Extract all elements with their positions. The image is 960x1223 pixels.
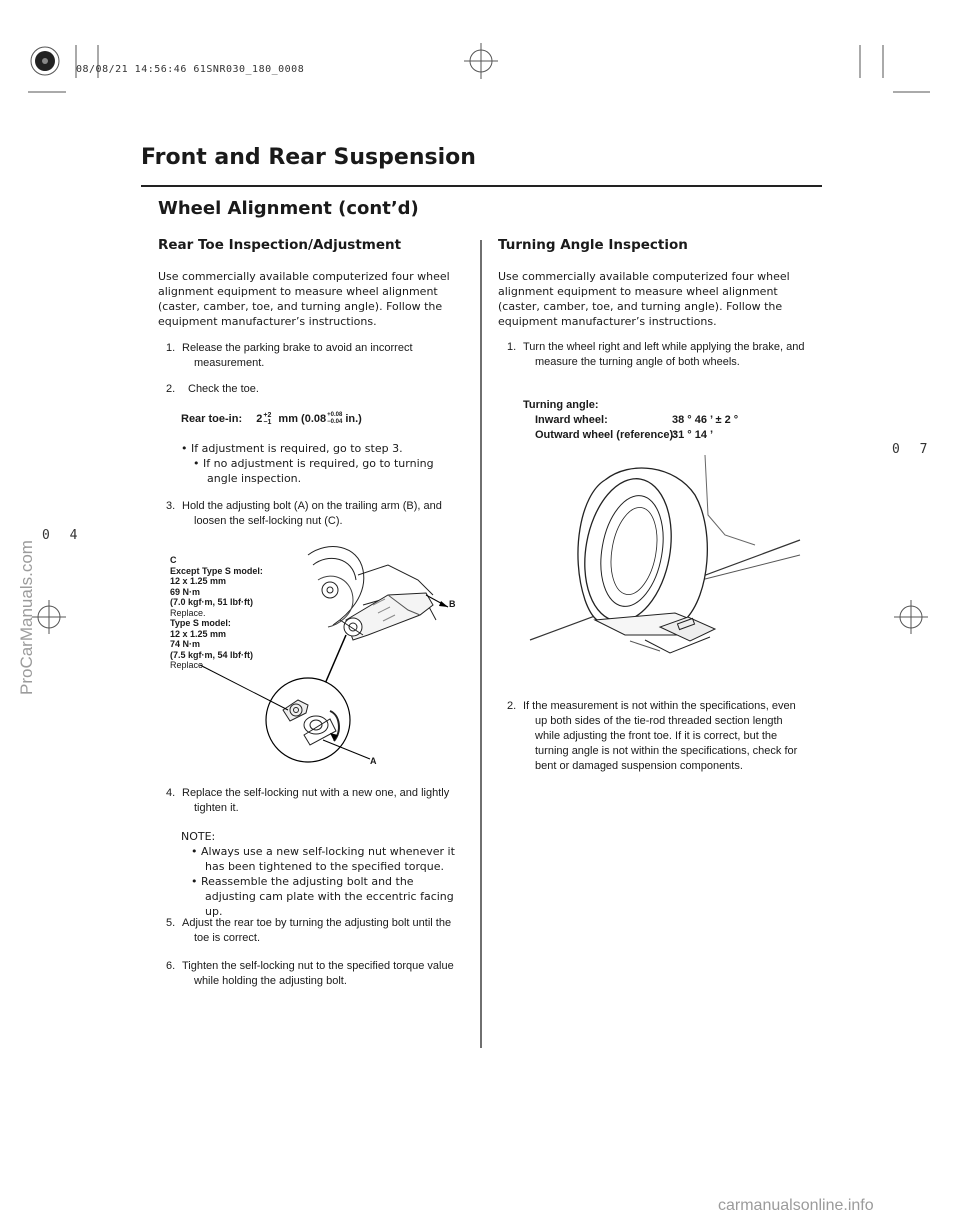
step-text: Turn the wheel right and left while applying the brake, and measure the turning angle of both wheels.: [523, 341, 805, 368]
step-number: 3.: [166, 500, 176, 512]
rear-step-4: [166, 786, 466, 816]
label-b: B: [449, 599, 456, 609]
rear-toe-figure: [158, 535, 468, 770]
step-number: 2.: [166, 383, 176, 395]
spec-inch-unit: in.): [345, 412, 362, 425]
rear-step-1: [166, 341, 466, 371]
model1-size: 12 x 1.25 mm: [170, 576, 227, 586]
spec-unit: mm (0.08: [278, 412, 327, 425]
step-text: If the measurement is not within the specifications, even up both sides of the tie-rod threaded section length while adjusting the front toe. If it is correct, but the turning angle is not within the specifications, check for bent or damaged suspension components.: [523, 700, 798, 772]
bullet-item: • If no adjustment is required, go to turning angle inspection.: [193, 457, 434, 485]
spec-tolerance: +2 −1: [263, 412, 272, 426]
wheel-on-turntable-illustration: [510, 445, 810, 655]
model2-label: Type S model:: [170, 618, 231, 628]
side-watermark: ProCarManuals.com: [17, 540, 36, 695]
spec-value: 2: [256, 412, 263, 425]
bullet-item: • If adjustment is required, go to step 3.: [181, 442, 403, 455]
inward-label: Inward wheel:: [535, 414, 608, 426]
rear-toe-heading: Rear Toe Inspection/Adjustment: [158, 237, 402, 253]
step-text: Replace the self-locking nut with a new one, and lightly tighten it.: [182, 787, 450, 814]
step-text: Adjust the rear toe by turning the adjusting bolt until the toe is correct.: [182, 917, 452, 944]
outward-value: 31 ° 14 ’: [672, 429, 714, 441]
turning-step-2: [507, 699, 807, 774]
turning-angle-intro: Use commercially available computerized four wheel alignment equipment to measure wheel alignment (caster, camber, toe, and turning angle). Follow the equipment manufacturer’s instructions.: [498, 270, 790, 328]
rear-step-6: [166, 959, 466, 989]
model1-torque-alt: (7.0 kgf·m, 51 lbf·ft): [170, 597, 254, 607]
rear-toe-spec: [181, 412, 362, 426]
rear-toe-intro: Use commercially available computerized four wheel alignment equipment to measure wheel alignment (caster, camber, toe, and turning angle). Follow the equipment manufacturer’s instructions.: [158, 270, 450, 328]
step-text: Tighten the self-locking nut to the specified torque value while holding the adjusting bolt.: [182, 960, 454, 987]
turning-angle-heading: Turning Angle Inspection: [498, 237, 688, 253]
step-number: 5.: [166, 917, 176, 929]
outward-row: [523, 428, 813, 443]
rear-step-2: [166, 382, 466, 397]
inward-row: [523, 413, 813, 428]
model1-label: Except Type S model:: [170, 565, 263, 576]
rear-step-3: [166, 499, 466, 529]
note-item: • Reassemble the adjusting bolt and the adjusting cam plate with the eccentric facing up.: [191, 875, 454, 918]
turning-step-1: [507, 340, 807, 370]
page-title: Front and Rear Suspension: [141, 145, 476, 170]
note-label: NOTE:: [181, 830, 216, 843]
section-subtitle: Wheel Alignment (cont’d): [158, 198, 419, 219]
step-number: 2.: [507, 700, 517, 712]
spec-inch-tolerance: +0.08 −0.04: [327, 412, 343, 425]
model1-note: Replace.: [170, 607, 206, 618]
model2-note: Replace.: [170, 660, 206, 670]
right-page-code: 0 7: [892, 442, 934, 457]
step-number: 4.: [166, 787, 176, 799]
step-number: 6.: [166, 960, 176, 972]
rear-step-5: [166, 916, 466, 946]
callout-c: [170, 555, 290, 671]
model2-torque-alt: (7.5 kgf·m, 54 lbf·ft): [170, 649, 254, 660]
step-text: Release the parking brake to avoid an incorrect measurement.: [182, 342, 413, 369]
note-item: • Always use a new self-locking nut whenever it has been tightened to the specified torque.: [191, 845, 455, 873]
model1-torque: 69 N·m: [170, 586, 201, 597]
label-c: C: [170, 555, 177, 565]
model2-torque: 74 N·m: [170, 639, 201, 649]
spec-label: Turning angle:: [523, 399, 599, 411]
step-text: Hold the adjusting bolt (A) on the trailing arm (B), and loosen the self-locking nut (C).: [182, 500, 442, 527]
inward-value: 38 ° 46 ’ ± 2 °: [672, 414, 739, 426]
footer-watermark: carmanualsonline.info: [718, 1197, 874, 1214]
step-text: Check the toe.: [188, 383, 259, 395]
model2-size: 12 x 1.25 mm: [170, 628, 227, 639]
turning-angle-figure: [510, 445, 810, 655]
step2-bullets: [183, 441, 465, 486]
left-page-code: 0 4: [42, 528, 84, 543]
label-a: A: [370, 756, 377, 766]
spec-label: Rear toe-in:: [181, 412, 243, 425]
note-block: [181, 829, 465, 919]
print-stamp: 08/08/21 14:56:46 61SNR030_180_0008: [76, 64, 305, 75]
step-number: 1.: [166, 342, 176, 354]
outward-label: Outward wheel (reference):: [535, 429, 677, 441]
turning-angle-spec: [523, 398, 813, 443]
registration-target-icon: [31, 47, 59, 75]
step-number: 1.: [507, 341, 517, 353]
